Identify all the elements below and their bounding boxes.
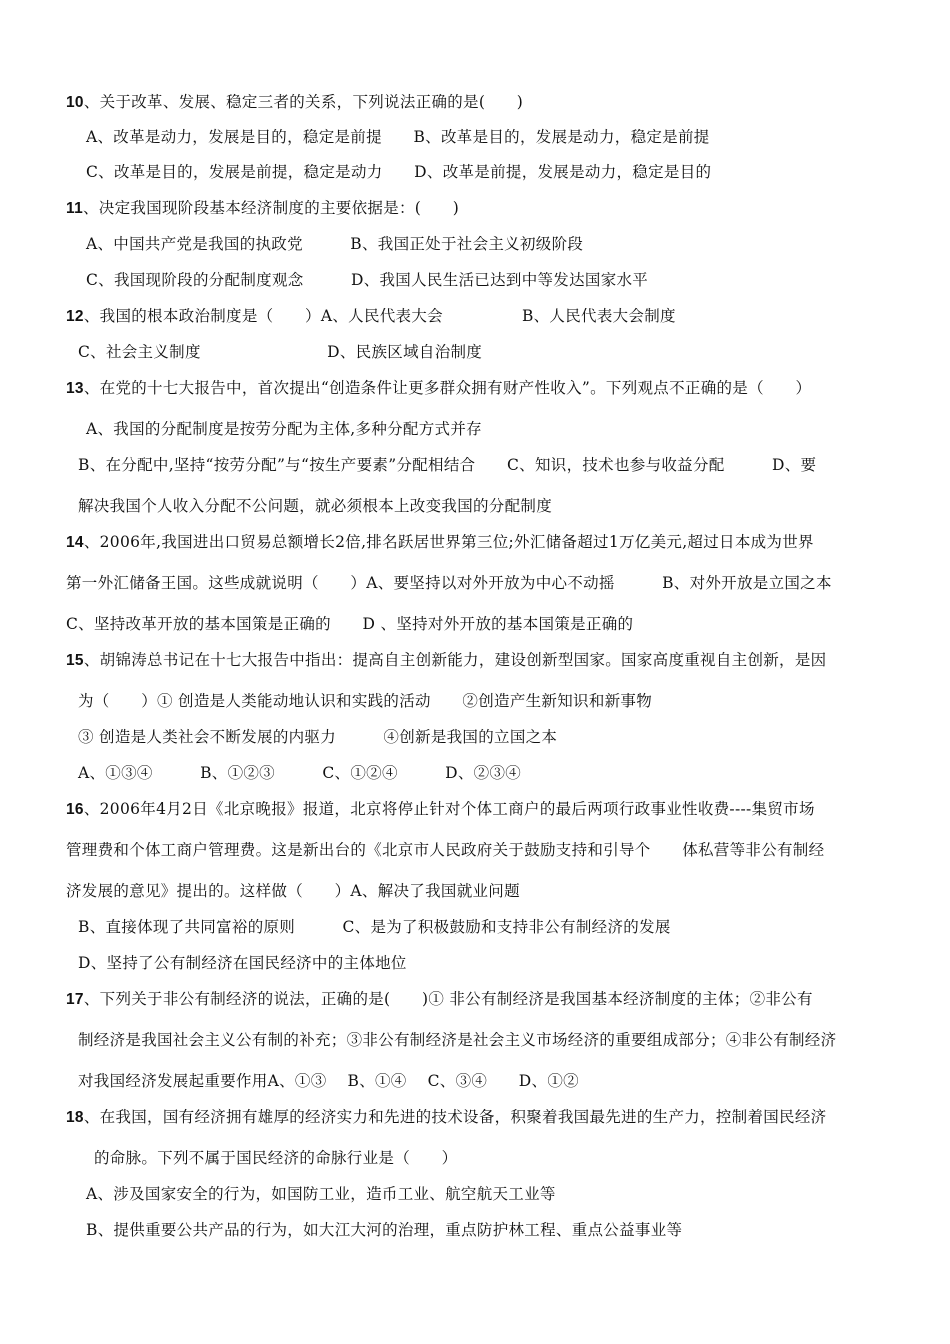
question-14-options-cd: C、坚持改革开放的基本国策是正确的 D 、坚持对外开放的基本国策是正确的 xyxy=(66,615,634,633)
question-17-stem xyxy=(66,989,813,1010)
question-10-options-cd: C、改革是目的，发展是前提，稳定是动力 D、改革是前提，发展是动力，稳定是目的 xyxy=(86,163,712,181)
question-text: 、2006年,我国进出口贸易总额增长2倍,排名跃居世界第三位;外汇储备超过1万亿美元,超过日本成为世界 xyxy=(83,533,814,551)
question-number: 14 xyxy=(66,534,84,551)
question-12-stem xyxy=(66,306,676,327)
question-text: 、在我国，国有经济拥有雄厚的经济实力和先进的技术设备，积聚着我国最先进的生产力，控制着国民经济 xyxy=(83,1108,827,1126)
question-number: 15 xyxy=(66,652,84,669)
question-16-options-bc: B、直接体现了共同富裕的原则 C、是为了积极鼓励和支持非公有制经济的发展 xyxy=(78,918,671,936)
question-18-option-b: B、提供重要公共产品的行为，如大江大河的治理，重点防护林工程、重点公益事业等 xyxy=(86,1221,683,1239)
question-number: 16 xyxy=(66,801,84,818)
question-11-stem xyxy=(66,198,459,219)
question-18-stem-cont: 的命脉。下列不属于国民经济的命脉行业是（ ） xyxy=(94,1149,458,1167)
question-number: 11 xyxy=(66,200,83,217)
question-13-stem xyxy=(66,378,811,399)
question-number: 13 xyxy=(66,380,84,397)
question-17-options: 对我国经济发展起重要作用A、①③ B、①④ C、③④ D、①② xyxy=(78,1072,579,1090)
question-14-stem-cont: 第一外汇储备王国。这些成就说明（ ）A、要坚持以对外开放为中心不动摇 B、对外开放是立国之本 xyxy=(66,574,832,592)
question-14-stem xyxy=(66,532,814,553)
question-number: 17 xyxy=(66,991,84,1008)
question-10-options-ab: A、改革是动力，发展是目的，稳定是前提 B、改革是目的，发展是动力，稳定是前提 xyxy=(86,128,710,146)
question-16-stem-cont: 管理费和个体工商户管理费。这是新出台的《北京市人民政府关于鼓励支持和引导个 体私营等非公有制经 xyxy=(66,841,825,859)
question-text: 、在党的十七大报告中，首次提出“创造条件让更多群众拥有财产性收入”。下列观点不正确的是（ ） xyxy=(83,379,812,397)
question-11-options-cd: C、我国现阶段的分配制度观念 D、我国人民生活已达到中等发达国家水平 xyxy=(86,271,649,289)
question-17-stem-cont: 制经济是我国社会主义公有制的补充；③非公有制经济是社会主义市场经济的重要组成部分；④非公有制经济 xyxy=(78,1031,837,1049)
question-15-stem xyxy=(66,650,826,671)
question-15-options: A、①③④ B、①②③ C、①②④ D、②③④ xyxy=(78,764,522,782)
question-10-stem xyxy=(66,92,523,113)
question-number: 10 xyxy=(66,94,84,111)
question-12-options-cd: C、社会主义制度 D、民族区域自治制度 xyxy=(78,343,483,361)
question-text: 、2006年4月2日《北京晚报》报道，北京将停止针对个体工商户的最后两项行政事业性收费----集贸市场 xyxy=(83,800,815,818)
question-number: 18 xyxy=(66,1109,84,1126)
question-15-stem-cont: 为（ ）① 创造是人类能动地认识和实践的活动 ②创造产生新知识和新事物 xyxy=(78,692,653,710)
question-16-option-d: D、坚持了公有制经济在国民经济中的主体地位 xyxy=(78,954,407,972)
question-text: 、胡锦涛总书记在十七大报告中指出：提高自主创新能力，建设创新型国家。国家高度重视自主创新，是因 xyxy=(83,651,827,669)
question-text: 、我国的根本政治制度是（ ）A、人民代表大会 B、人民代表大会制度 xyxy=(83,307,676,325)
question-text: 、决定我国现阶段基本经济制度的主要依据是：( ) xyxy=(83,199,460,217)
question-18-option-a: A、涉及国家安全的行为，如国防工业，造币工业、航空航天工业等 xyxy=(86,1185,556,1203)
question-13-options-bcd: B、在分配中,坚持“按劳分配”与“按生产要素”分配相结合 C、知识，技术也参与收益分配 D、要 xyxy=(78,456,817,474)
question-text: 、关于改革、发展、稳定三者的关系，下列说法正确的是( ) xyxy=(83,93,524,111)
question-16-option-a: 济发展的意见》提出的。这样做（ ）A、解决了我国就业问题 xyxy=(66,882,520,900)
question-13-option-d-cont: 解决我国个人收入分配不公问题，就必须根本上改变我国的分配制度 xyxy=(78,497,553,515)
question-text: 、下列关于非公有制经济的说法，正确的是( )① 非公有制经济是我国基本经济制度的主体；②非公有 xyxy=(83,990,813,1008)
question-15-items: ③ 创造是人类社会不断发展的内驱力 ④创新是我国的立国之本 xyxy=(78,728,558,746)
question-number: 12 xyxy=(66,308,84,325)
question-18-stem xyxy=(66,1107,826,1128)
question-11-options-ab: A、中国共产党是我国的执政党 B、我国正处于社会主义初级阶段 xyxy=(86,235,584,253)
question-13-option-a: A、我国的分配制度是按劳分配为主体,多种分配方式并存 xyxy=(86,420,482,438)
question-16-stem xyxy=(66,799,815,820)
